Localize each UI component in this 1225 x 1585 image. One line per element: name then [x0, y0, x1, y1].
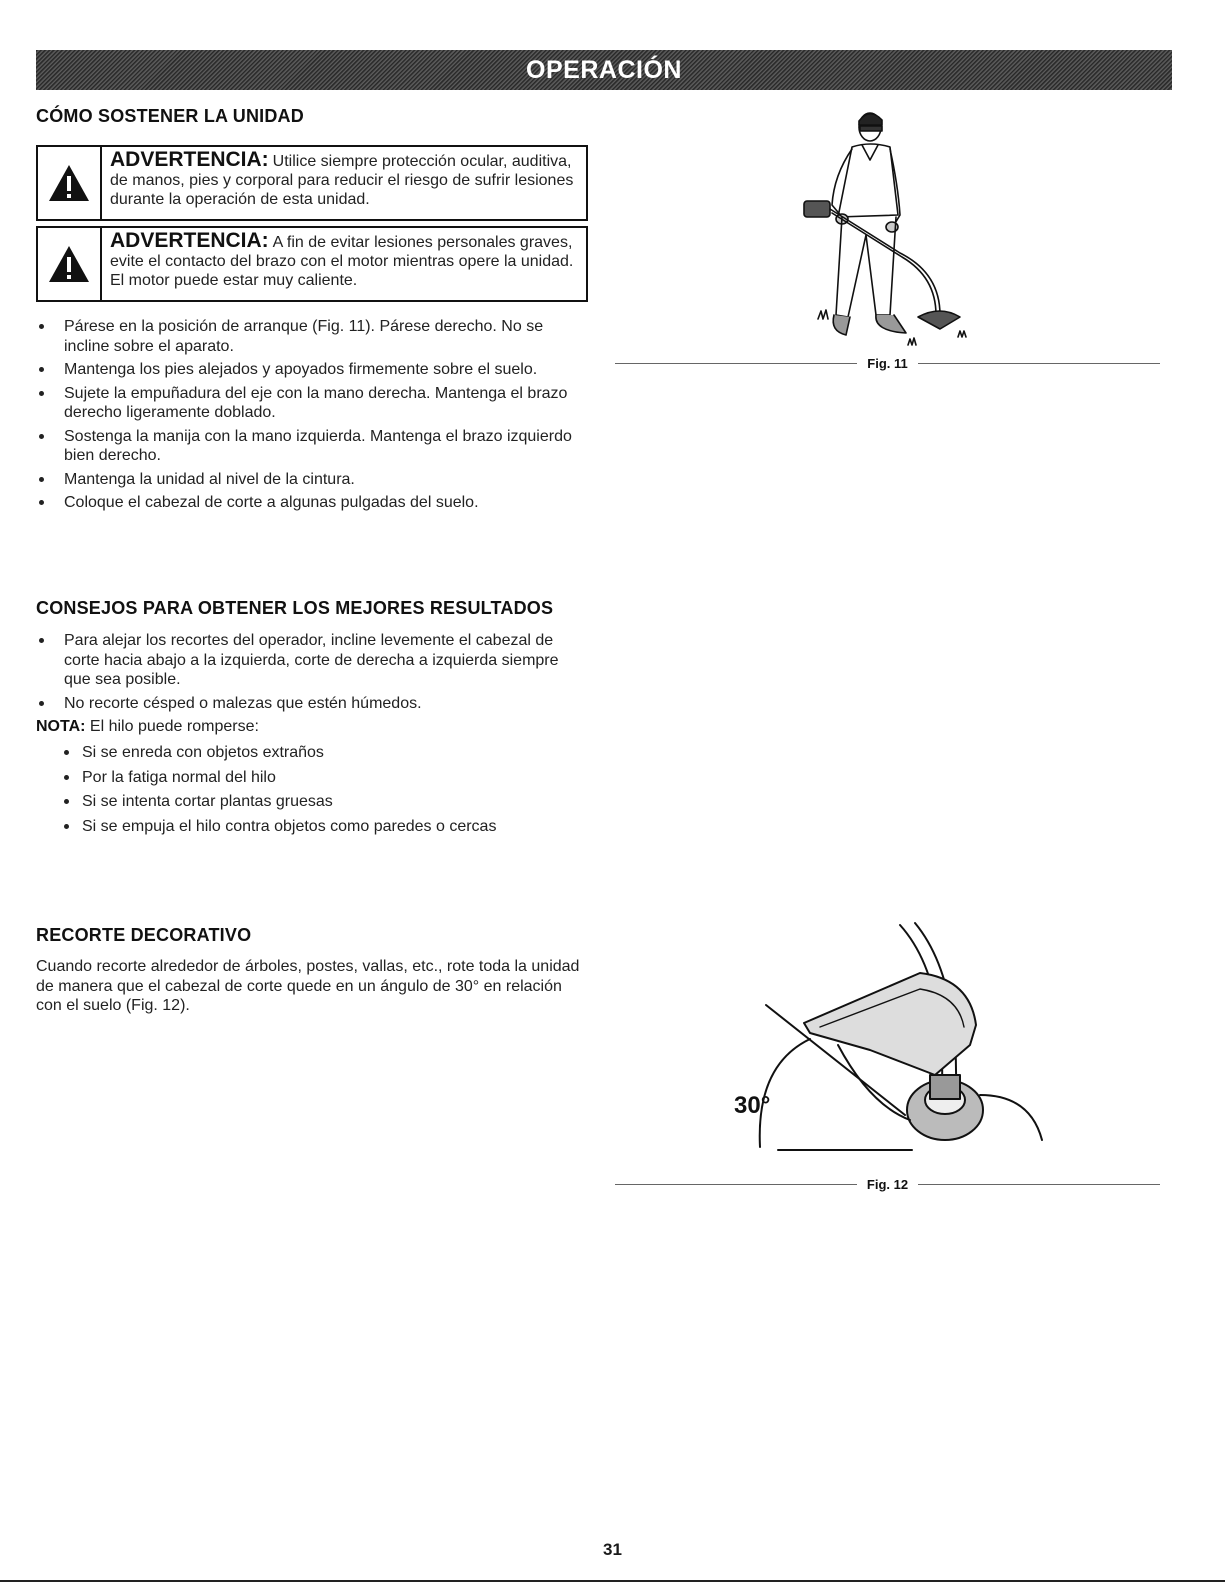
note-label: NOTA:: [36, 718, 86, 735]
warning-box-1: [36, 145, 588, 221]
warning-body-2: A fin de evitar lesiones personales graves, evite el contacto del brazo con el motor mientras opere la unidad. El motor puede estar muy caliente.: [110, 234, 574, 289]
note-line: [36, 718, 259, 736]
holding-instructions-list: [36, 317, 588, 517]
note-text: El hilo puede romperse:: [89, 718, 259, 735]
list-item: Sujete la empuñadura del eje con la mano derecha. Mantenga el brazo derecho ligeramente doblado.: [36, 384, 588, 423]
list-item: Si se intenta cortar plantas gruesas: [36, 792, 588, 812]
fig12-caption: Fig. 12: [866, 1176, 909, 1192]
divider: [918, 363, 1160, 364]
page-number: 31: [603, 1540, 622, 1559]
divider: [615, 1184, 857, 1185]
list-item: Si se enreda con objetos extraños: [36, 743, 588, 763]
fig11-operator-illustration: [790, 105, 990, 360]
warning-text-1: [102, 147, 586, 219]
warning-triangle-icon: [38, 147, 102, 219]
list-item: Coloque el cabezal de corte a algunas pulgadas del suelo.: [36, 493, 588, 513]
warning-triangle-icon: [38, 228, 102, 300]
list-item: Mantenga los pies alejados y apoyados firmemente sobre el suelo.: [36, 360, 588, 380]
heading-consejos: CONSEJOS PARA OBTENER LOS MEJORES RESULTADOS: [36, 598, 554, 618]
list-item: Párese en la posición de arranque (Fig. 11). Párese derecho. No se incline sobre el aparato.: [36, 317, 588, 356]
warning-text-2: [102, 228, 586, 300]
list-item: Por la fatiga normal del hilo: [36, 768, 588, 788]
warning-label-1: ADVERTENCIA:: [110, 148, 269, 171]
list-item: Para alejar los recortes del operador, incline levemente el cabezal de corte hacia abajo a la izquierda, corte de derecha a izquierda siempre que sea posible.: [36, 631, 588, 690]
fig12-angle-label: 30°: [734, 1092, 771, 1119]
heading-como-sostener: CÓMO SOSTENER LA UNIDAD: [36, 106, 304, 126]
list-item: No recorte césped o malezas que estén húmedos.: [36, 694, 588, 714]
fig11-caption: Fig. 11: [867, 355, 908, 371]
divider: [918, 1184, 1160, 1185]
list-item: Sostenga la manija con la mano izquierda. Mantenga el brazo izquierdo bien derecho.: [36, 427, 588, 466]
list-item: Si se empuja el hilo contra objetos como paredes o cercas: [36, 817, 588, 837]
heading-recorte-decorativo: RECORTE DECORATIVO: [36, 925, 252, 945]
fig12-caption-row: [615, 1174, 1160, 1194]
decorative-trim-paragraph: Cuando recorte alrededor de árboles, postes, vallas, etc., rote toda la unidad de manera que el cabezal de corte quede en un ángulo de 30° en relación con el suelo (Fig. 12).: [36, 958, 580, 1014]
fig12-trimmer-angle-illustration: [720, 915, 1065, 1165]
note-sublist: [36, 743, 588, 841]
divider: [615, 363, 857, 364]
section-banner: OPERACIÓN: [36, 50, 1172, 90]
list-item: Mantenga la unidad al nivel de la cintura.: [36, 470, 588, 490]
warning-body-1: Utilice siempre protección ocular, auditiva, de manos, pies y corporal para reducir el riesgo de sufrir lesiones durante la operación de esta unidad.: [110, 153, 574, 208]
warning-label-2: ADVERTENCIA:: [110, 229, 269, 252]
page-bottom-rule: [0, 1580, 1225, 1582]
fig11-caption-row: [615, 353, 1160, 373]
tips-list: [36, 631, 588, 717]
warning-box-2: [36, 226, 588, 302]
